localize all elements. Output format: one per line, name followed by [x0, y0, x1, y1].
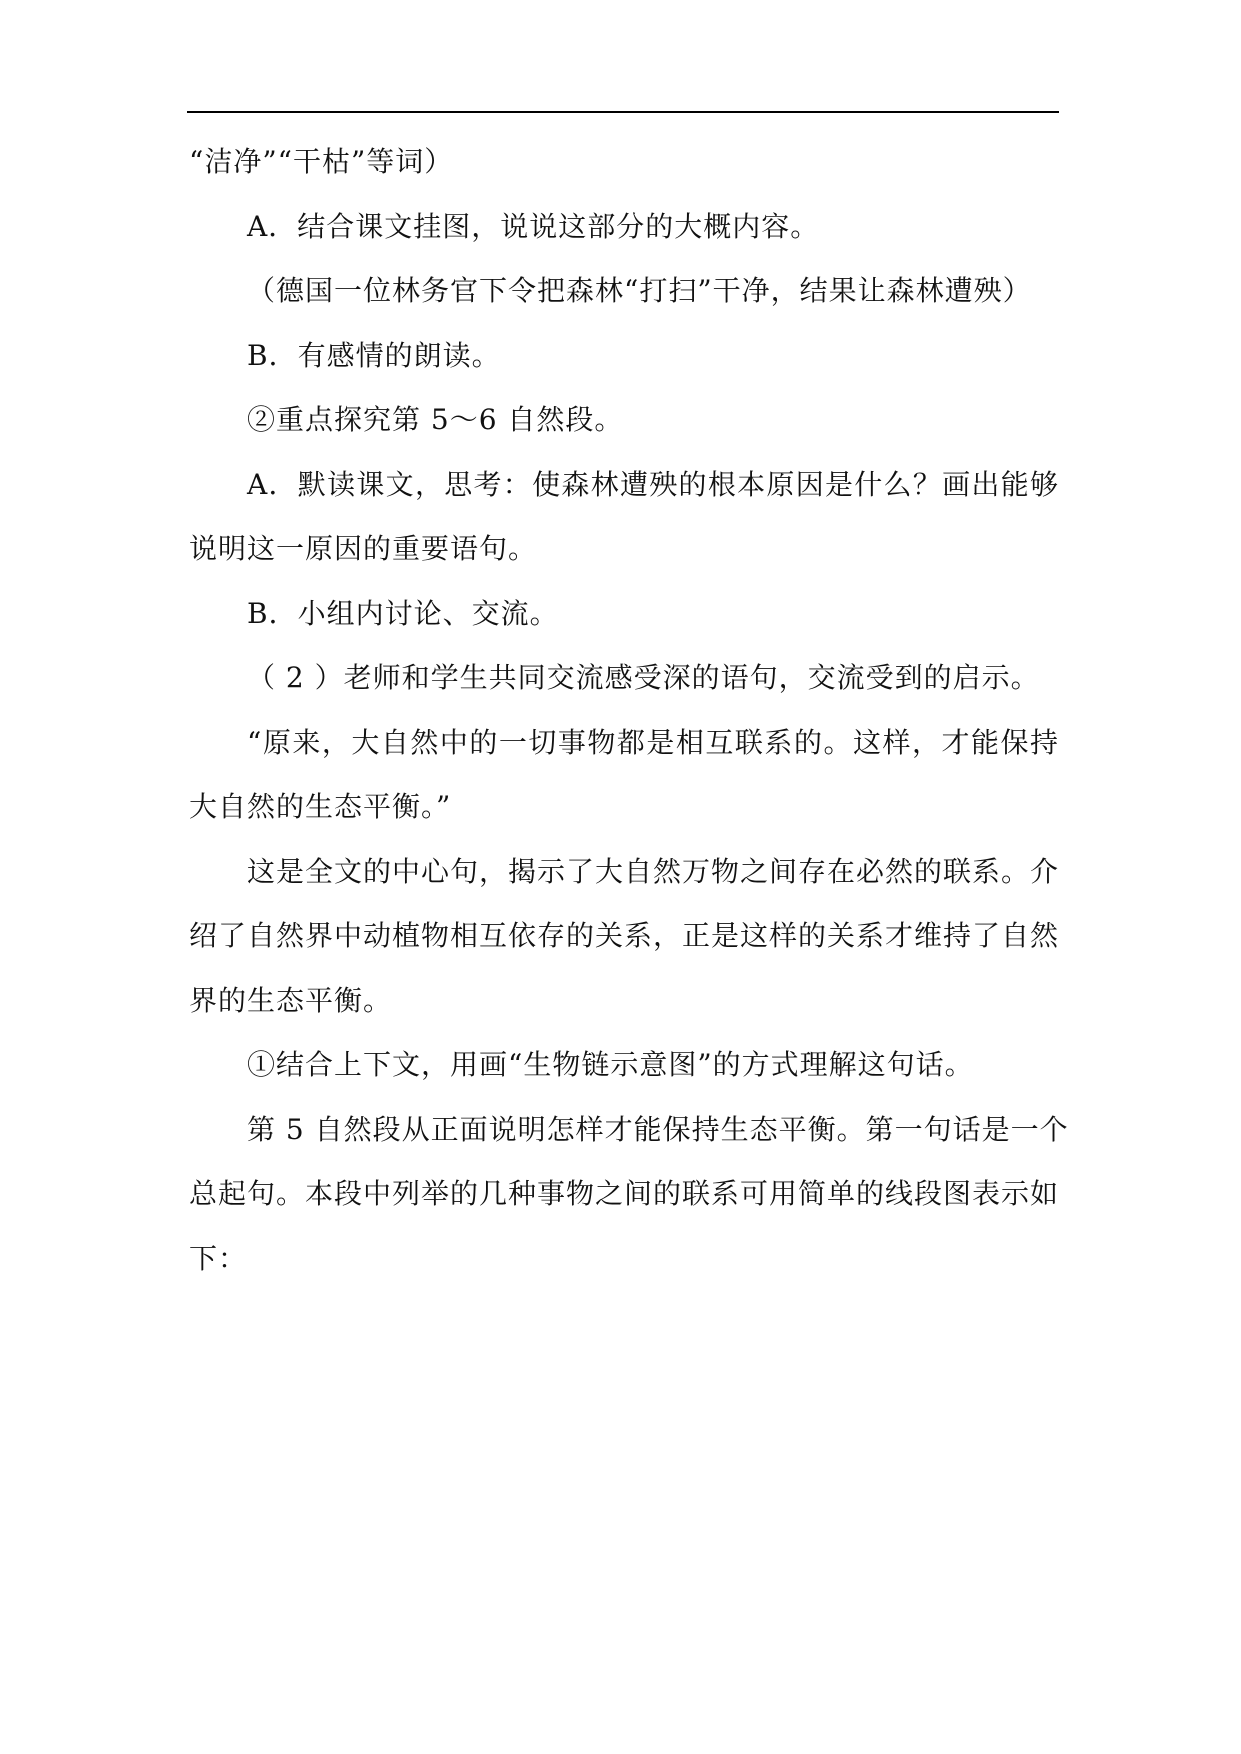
paragraph-line: ①结合上下文，用画“生物链示意图”的方式理解这句话。 — [247, 1048, 974, 1081]
paragraph-line: 界的生态平衡。 — [189, 983, 393, 1017]
paragraph-line: B．有感情的朗读。 — [247, 338, 501, 372]
paragraph-line: 下： — [189, 1241, 248, 1275]
paragraph-line: A．结合课文挂图，说说这部分的大概内容。 — [247, 209, 820, 243]
paragraph-line: 大自然的生态平衡。” — [189, 790, 452, 823]
paragraph-line: A．默读课文，思考：使森林遭殃的根本原因是什么？画出能够 — [247, 467, 1059, 501]
paragraph-line: ②重点探究第 5～6 自然段。 — [247, 403, 624, 436]
paragraph-line: “洁净”“干枯”等词） — [189, 145, 454, 178]
header-rule — [187, 111, 1059, 113]
paragraph-line: 这是全文的中心句，揭示了大自然万物之间存在必然的联系。介 — [247, 854, 1060, 888]
paragraph-line: “原来，大自然中的一切事物都是相互联系的。这样，才能保持 — [247, 725, 1059, 759]
paragraph-line: （德国一位林务官下令把森林“打扫”干净，结果让森林遭殃） — [247, 274, 1032, 307]
paragraph-line: 第 5 自然段从正面说明怎样才能保持生态平衡。第一句话是一个 — [247, 1112, 1069, 1146]
paragraph-line: 总起句。本段中列举的几种事物之间的联系可用简单的线段图表示如 — [189, 1177, 1060, 1210]
paragraph-line: B．小组内讨论、交流。 — [247, 596, 559, 630]
paragraph-line: 绍了自然界中动植物相互依存的关系，正是这样的关系才维持了自然 — [189, 919, 1060, 952]
paragraph-line: （ 2 ）老师和学生共同交流感受深的语句，交流受到的启示。 — [247, 661, 1040, 694]
document-body — [189, 130, 1069, 1291]
paragraph-line: 说明这一原因的重要语句。 — [189, 532, 538, 565]
